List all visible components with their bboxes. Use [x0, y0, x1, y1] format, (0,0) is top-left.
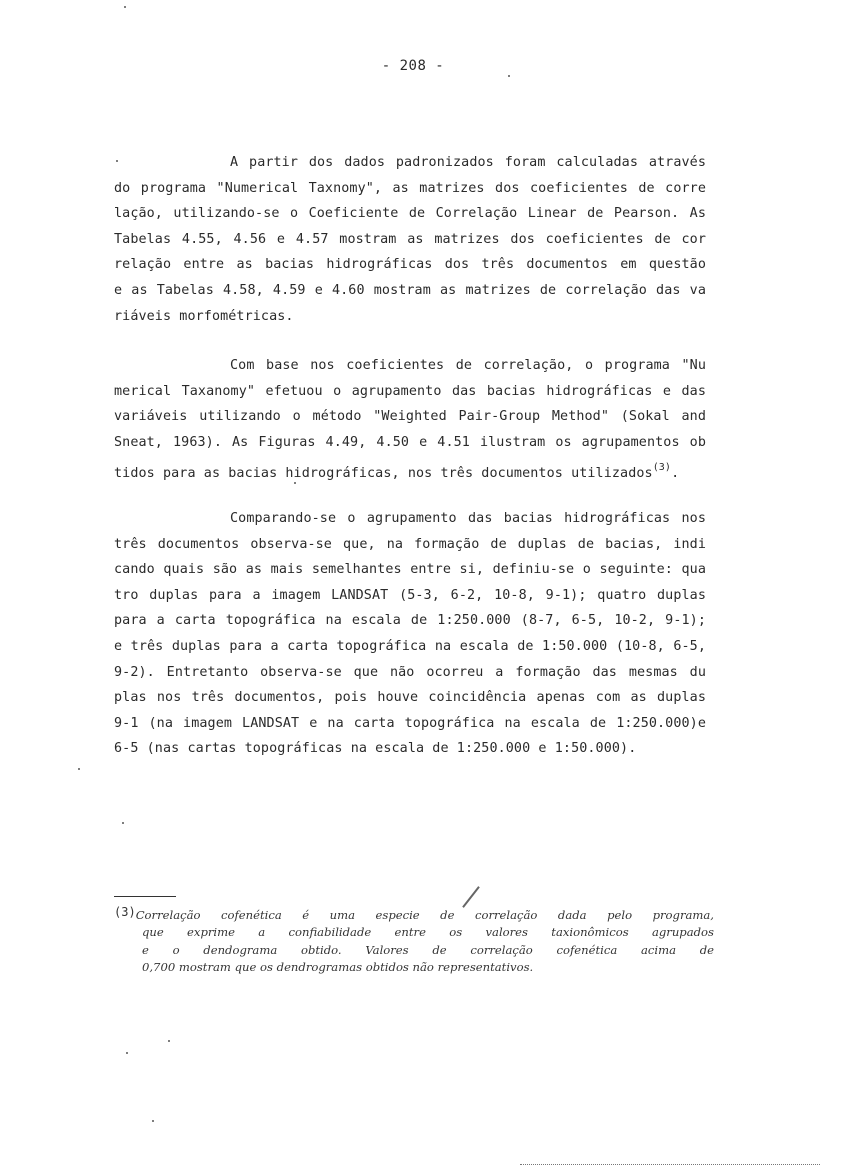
footnote-line: que exprime a confiabilidade entre os valores taxionômicos agrupados: [142, 925, 714, 940]
footnote-text: Correlação cofenética é uma especie de correlação dada pelo programa,: [135, 908, 714, 922]
paragraph-line: três documentos observa-se que, na formação de duplas de bacias, indi: [114, 536, 706, 552]
scan-speck: [116, 160, 118, 162]
paragraph-line-text: tidos para as bacias hidrográficas, nos três documentos utilizados: [114, 466, 653, 482]
footnote: [114, 904, 714, 977]
scan-speck: [124, 6, 126, 8]
paragraph-line: plas nos três documentos, pois houve coincidência apenas com as duplas: [114, 690, 706, 706]
paragraph-line: merical Taxanomy" efetuou o agrupamento das bacias hidrográficas e das: [114, 383, 706, 399]
paragraph-2: [114, 353, 706, 481]
paragraph-line: tro duplas para a imagem LANDSAT (5-3, 6-2, 10-8, 9-1); quatro duplas: [114, 587, 706, 603]
footnote-line: [114, 904, 714, 924]
paragraph-line: Com base nos coeficientes de correlação, o programa "Nu: [230, 358, 706, 373]
scan-speck: [126, 1052, 128, 1054]
scan-edge-dots: [520, 1164, 820, 1165]
paragraph-line: e as Tabelas 4.58, 4.59 e 4.60 mostram as matrizes de correlação das va: [114, 282, 706, 298]
paragraph-line: Tabelas 4.55, 4.56 e 4.57 mostram as matrizes dos coeficientes de cor: [114, 231, 706, 247]
paragraph-1: [114, 150, 706, 329]
paragraph-3: [114, 506, 706, 762]
paragraph-line: para a carta topográfica na escala de 1:250.000 (8-7, 6-5, 10-2, 9-1);: [114, 613, 706, 629]
paragraph-line: 6-5 (nas cartas topográficas na escala de 1:250.000 e 1:50.000).: [114, 741, 637, 757]
paragraph-line: cando quais são as mais semelhantes entre si, definiu-se o seguinte: qua: [114, 562, 706, 578]
paragraph-line: lação, utilizando-se o Coeficiente de Correlação Linear de Pearson. As: [114, 206, 706, 222]
scan-speck: [122, 822, 124, 824]
paragraph-line: Comparando-se o agrupamento das bacias hidrográficas nos: [230, 511, 706, 526]
scan-speck: [168, 1040, 170, 1042]
scan-speck: [152, 1120, 154, 1122]
page-number: - 208 -: [381, 58, 445, 74]
paragraph-line: variáveis utilizando o método "Weighted Pair-Group Method" (Sokal and: [114, 409, 706, 425]
paragraph-line: 9-2). Entretanto observa-se que não ocorreu a formação das mesmas du: [114, 664, 706, 680]
paragraph-line: 9-1 (na imagem LANDSAT e na carta topográfica na escala de 1:250.000)e: [114, 715, 706, 731]
scan-speck: [78, 768, 80, 770]
paragraph-line: e três duplas para a carta topográfica na escala de 1:50.000 (10-8, 6-5,: [114, 638, 706, 654]
scan-speck: [294, 482, 296, 484]
footnote-marker: (3): [114, 905, 136, 919]
footnote-line: e o dendograma obtido. Valores de correlação cofenética acima de: [142, 942, 714, 957]
footnote-divider: [114, 896, 176, 897]
paragraph-line: Sneat, 1963). As Figuras 4.49, 4.50 e 4.51 ilustram os agrupamentos ob: [114, 434, 706, 450]
footnote-line: 0,700 mostram que os dendrogramas obtidos não representativos.: [142, 960, 534, 975]
paragraph-line: riáveis morfométricas.: [114, 308, 294, 324]
paragraph-line: relação entre as bacias hidrográficas dos três documentos em questão: [114, 257, 706, 273]
footnote-reference: (3): [652, 462, 672, 474]
sentence-end: .: [671, 466, 680, 482]
paragraph-line: A partir dos dados padronizados foram calculadas através: [230, 155, 706, 170]
paragraph-line: do programa "Numerical Taxnomy", as matrizes dos coeficientes de corre: [114, 180, 706, 196]
scan-speck: [508, 75, 510, 77]
paragraph-last-line: [114, 455, 706, 481]
